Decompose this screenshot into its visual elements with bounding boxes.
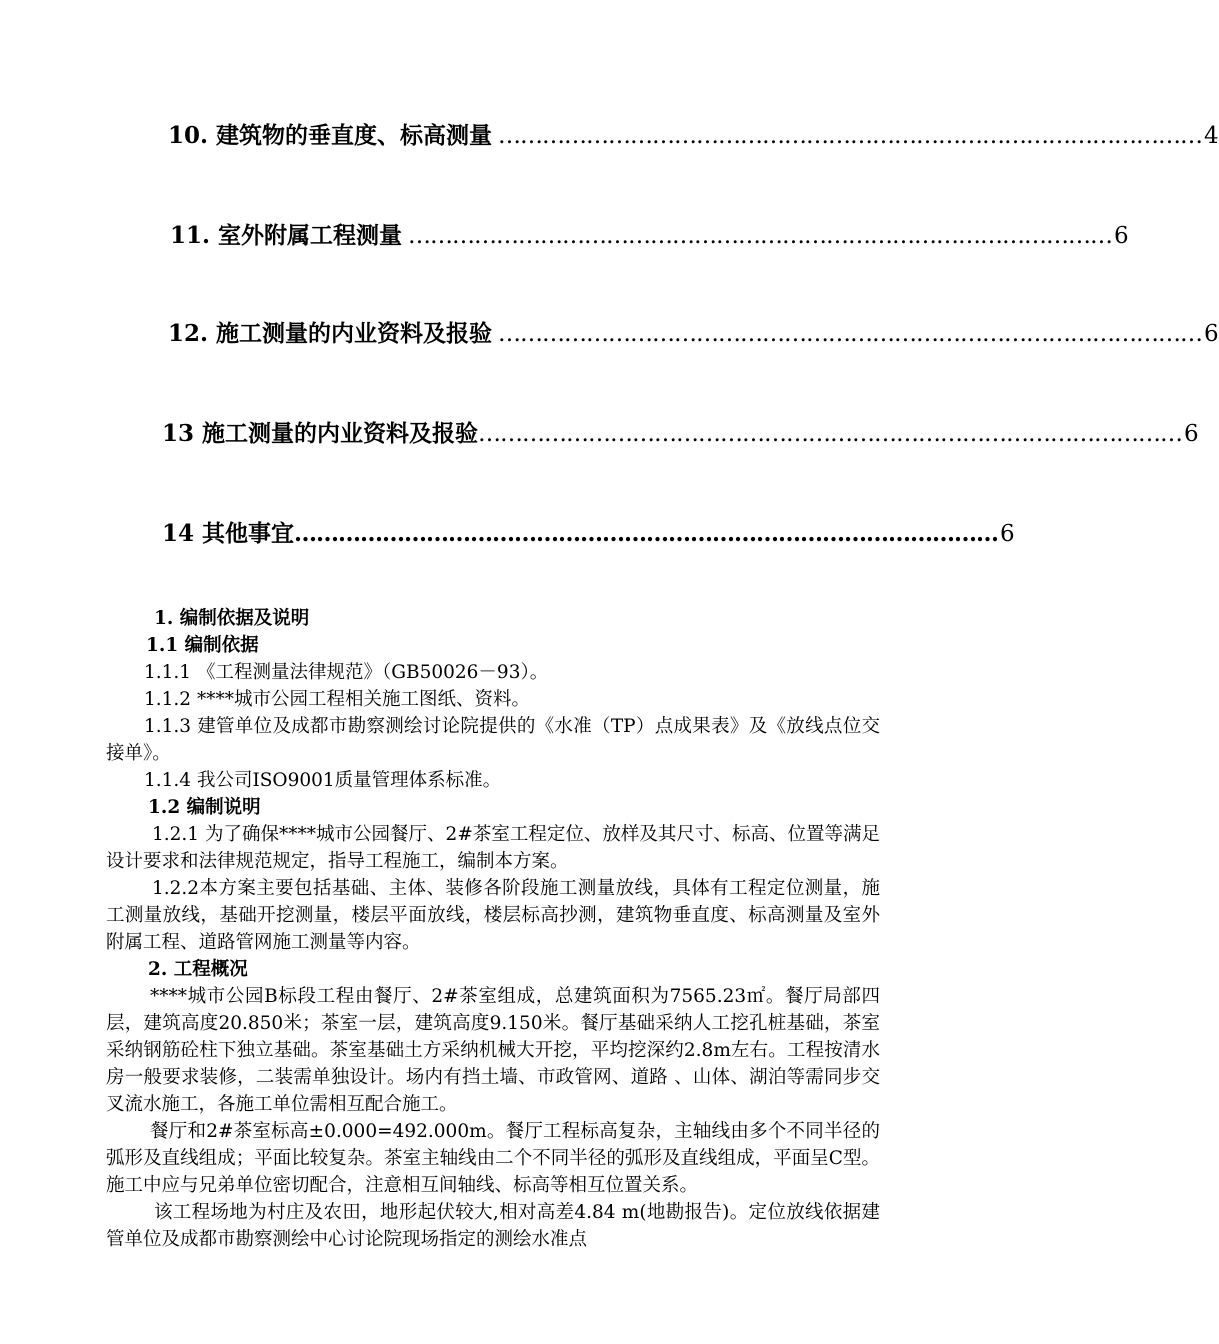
section-heading-2: 2. 工程概况	[148, 959, 248, 980]
toc-entry-title: 13 施工测量的内业资料及报验	[162, 420, 479, 447]
document-body	[106, 605, 880, 1253]
subsection-heading-1-2: 1.2 编制说明	[148, 797, 261, 818]
paragraph-2-1: ****城市公园B标段工程由餐厅、2#茶室组成，总建筑面积为7565.23㎡。餐厅局部四层，建筑高度20.850米；茶室一层，建筑高度9.150米。餐厅基础采纳人工挖孔桩基础，茶室采纳钢筋砼柱下独立基础。茶室基础土方采纳机械大开挖，平均挖深约2.8m左右。工程按清水房一般要求装修，二装需单独设计。场内有挡土墙、市政管网、道路 、山体、湖泊等需同步交叉流水施工，各施工单位需相互配合施工。	[106, 986, 880, 1115]
toc-entry-11[interactable]	[170, 216, 1129, 256]
toc-entry-12[interactable]	[168, 314, 1219, 354]
toc-page-number: 6	[1184, 421, 1199, 447]
toc-page-number: 4	[1204, 123, 1219, 149]
toc-dot-leader: ……………………………………………………………………………………	[478, 421, 1183, 447]
toc-dot-leader: ……………………………………………………………………………………	[408, 223, 1113, 249]
paragraph-1-1-1: 1.1.1 《工程测量法律规范》（GB50026－93）。	[144, 662, 549, 683]
paragraph-1-1-2: 1.1.2 ****城市公园工程相关施工图纸、资料。	[144, 689, 530, 710]
toc-dot-leader: ……………………………………………………………………………………	[498, 321, 1203, 347]
paragraph-1-1-3: 1.1.3 建管单位及成都市勘察测绘讨论院提供的《水准（TP）点成果表》及《放线点位交接单》。	[106, 716, 880, 764]
paragraph-1-2-2: 1.2.2本方案主要包括基础、主体、装修各阶段施工测量放线，具体有工程定位测量，施工测量放线，基础开挖测量，楼层平面放线，楼层标高抄测，建筑物垂直度、标高测量及室外附属工程、道路管网施工测量等内容。	[106, 878, 880, 953]
toc-entry-13[interactable]	[162, 414, 1199, 454]
paragraph-2-3: 该工程场地为村庄及农田，地形起伏较大,相对高差4.84 m(地勘报告)。定位放线依据建管单位及成都市勘察测绘中心讨论院现场指定的测绘水准点	[106, 1202, 880, 1250]
toc-entry-10[interactable]	[168, 116, 1219, 156]
toc-entry-14[interactable]	[162, 514, 1015, 547]
paragraph-1-1-4: 1.1.4 我公司ISO9001质量管理体系标准。	[144, 770, 502, 791]
toc-dot-leader: ……………………………………………………………………………………	[498, 123, 1203, 149]
toc-entry-title: 11. 室外附属工程测量	[170, 222, 403, 249]
toc-entry-title: 10. 建筑物的垂直度、标高测量	[168, 122, 493, 149]
paragraph-2-2: 餐厅和2#茶室标高±0.000=492.000m。餐厅工程标高复杂，主轴线由多个不同半径的弧形及直线组成；平面比较复杂。茶室主轴线由二个不同半径的弧形及直线组成，平面呈C型。施工中应与兄弟单位密切配合，注意相互间轴线、标高等相互位置关系。	[106, 1121, 880, 1196]
toc-entry-title: 12. 施工测量的内业资料及报验	[168, 320, 493, 347]
toc-dot-leader: ……………………………………………………………………………………	[294, 520, 999, 547]
toc-page-number: 6	[1000, 521, 1015, 547]
paragraph-1-2-1: 1.2.1 为了确保****城市公园餐厅、2#茶室工程定位、放样及其尺寸、标高、位置等满足设计要求和法律规范规定，指导工程施工，编制本方案。	[106, 824, 880, 872]
subsection-heading-1-1: 1.1 编制依据	[146, 635, 259, 656]
toc-entry-title: 14 其他事宜	[162, 520, 295, 547]
toc-page-number: 6	[1204, 321, 1219, 347]
section-heading-1: 1. 编制依据及说明	[154, 608, 310, 629]
toc-page-number: 6	[1114, 223, 1129, 249]
